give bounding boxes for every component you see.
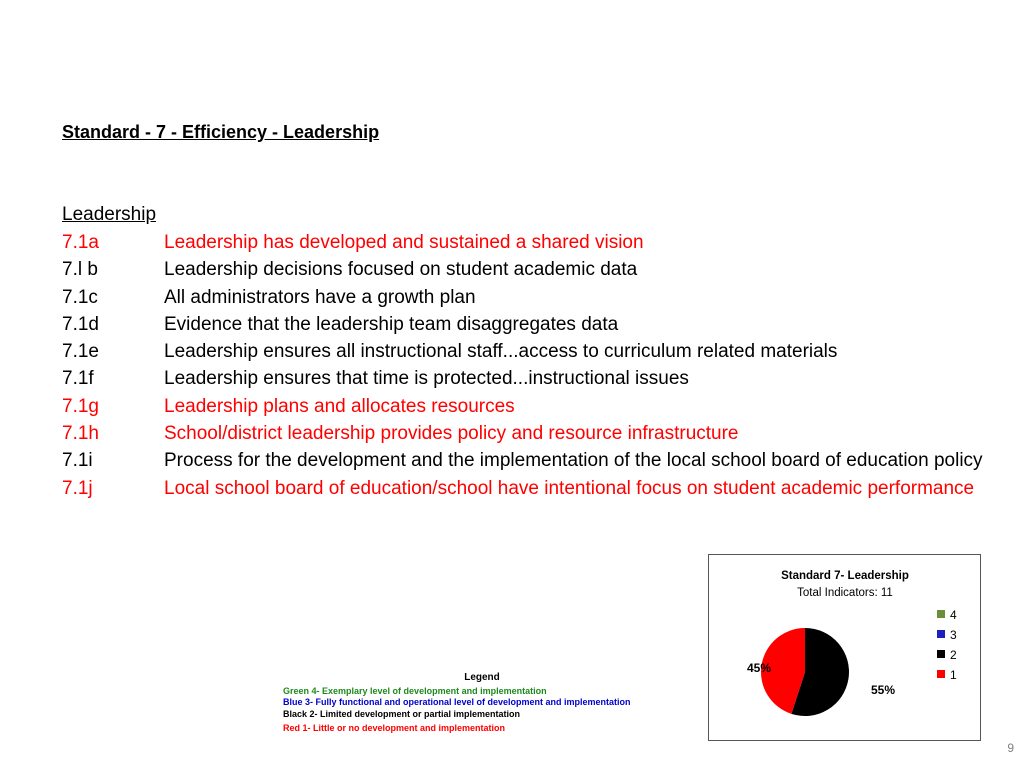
chart-title: Standard 7- Leadership: [781, 570, 909, 582]
indicator-text: Process for the development and the implementation of the local school board of education policy: [164, 450, 983, 472]
indicator-text: Evidence that the leadership team disaggregates data: [164, 313, 619, 335]
legend-red: Red 1- Little or no development and implementation: [283, 723, 506, 733]
chart-subtitle: Total Indicators: 11: [797, 587, 893, 599]
section-heading: Leadership: [62, 204, 157, 225]
indicator-row: [62, 420, 992, 447]
legend-label-3: 3: [950, 628, 957, 642]
indicator-row: [62, 338, 992, 365]
indicator-code: 7.1c: [62, 286, 98, 308]
indicator-list: [62, 229, 992, 502]
legend-label-1: 1: [950, 668, 957, 682]
pie-data-label-1: 45%: [746, 661, 772, 675]
pie-chart: [708, 554, 981, 741]
indicator-code: 7.1g: [62, 395, 99, 417]
indicator-row: [62, 475, 992, 502]
page-number: 9: [1007, 741, 1014, 755]
indicator-row: [62, 311, 992, 338]
indicator-code: 7.1a: [62, 232, 99, 253]
legend-blue: Blue 3- Fully functional and operational level of development and implementation: [283, 697, 631, 707]
legend-swatch-2: [937, 650, 945, 658]
indicator-text: Leadership plans and allocates resources: [164, 395, 515, 417]
legend-swatch-3: [937, 630, 945, 638]
legend-label-4: 4: [950, 608, 957, 622]
indicator-text: Leadership decisions focused on student academic data: [164, 259, 638, 281]
legend-title: Legend: [464, 672, 500, 683]
indicator-code: 7.1e: [62, 341, 99, 363]
indicator-text: All administrators have a growth plan: [164, 286, 476, 308]
indicator-row: [62, 256, 992, 283]
legend-black: Black 2- Limited development or partial implementation: [283, 708, 521, 719]
legend-green: Green 4- Exemplary level of development and implementation: [283, 685, 547, 696]
indicator-code: 7.1j: [62, 477, 93, 499]
legend-swatch-1: [937, 670, 945, 678]
indicator-code: 7.1i: [62, 450, 93, 472]
legend: [283, 672, 683, 735]
indicator-row: [62, 365, 992, 392]
indicator-code: 7.1h: [62, 423, 99, 445]
indicator-code: 7.1d: [62, 313, 99, 335]
pie-chart-svg: [709, 555, 980, 740]
indicator-code: 7.1f: [62, 368, 94, 390]
legend-swatch-4: [937, 610, 945, 618]
indicator-code: 7.l b: [62, 259, 98, 281]
indicator-row: [62, 284, 992, 311]
indicator-text: School/district leadership provides policy and resource infrastructure: [164, 423, 739, 445]
legend-label-2: 2: [950, 648, 957, 662]
indicator-row: [62, 393, 992, 420]
indicator-text: Local school board of education/school have intentional focus on student academic performance: [164, 477, 975, 499]
indicator-text: Leadership has developed and sustained a shared vision: [164, 232, 644, 253]
pie-data-label-2: 55%: [870, 683, 896, 697]
indicator-row: [62, 229, 992, 256]
indicator-text: Leadership ensures that time is protected...instructional issues: [164, 368, 689, 390]
slide-title: Standard - 7 - Efficiency - Leadership: [62, 122, 380, 142]
indicator-row: [62, 447, 992, 474]
indicator-text: Leadership ensures all instructional staff...access to curriculum related materials: [164, 341, 838, 363]
